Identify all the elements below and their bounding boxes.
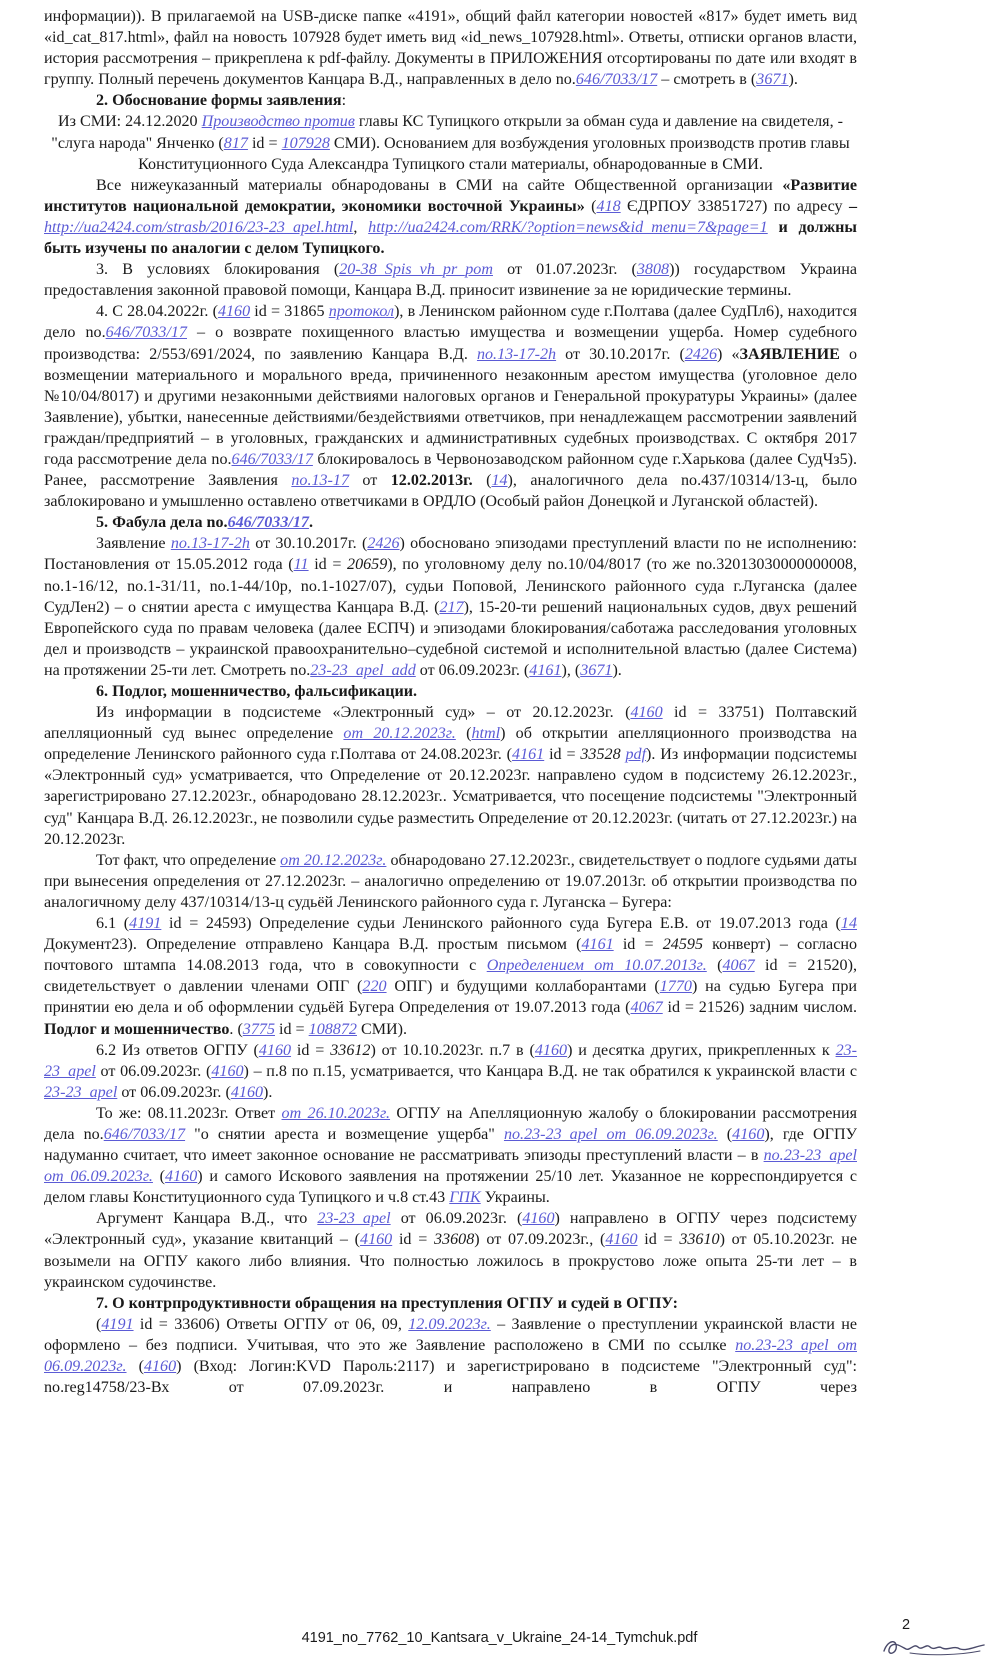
link-ref[interactable]: 4160 <box>534 1041 568 1059</box>
text: ЄДРПОУ 33851727) по адресу <box>620 197 849 215</box>
link-ref[interactable]: 2426 <box>684 345 717 363</box>
paragraph-6-2 <box>44 1040 857 1103</box>
link-ref[interactable]: 12.09.2023г. <box>408 1315 491 1333</box>
section-heading-5 <box>44 512 857 533</box>
text: 33608 <box>434 1231 475 1249</box>
link-protocol[interactable]: протокол <box>328 303 395 321</box>
text: Подлог и мошенничество <box>44 1020 230 1038</box>
link-ref[interactable]: 3671 <box>580 661 613 679</box>
link-ref[interactable]: 108872 <box>308 1020 357 1038</box>
text: главы КС Тупицкого открыли за обман суда и давление на свидетеля, - "слуга народа" Янченко ( <box>51 113 843 152</box>
text: ЗАЯВЛЕНИЕ <box>739 345 840 363</box>
text: ) от 05.10.2023г. не возымели на ОГПУ какого либо влияния. Что полностью ложилось в прокрустово ложе опыта 25-ти лет – в украинском судочинстве. <box>44 1231 857 1291</box>
text: 6.2 Из ответов ОГПУ ( <box>96 1041 259 1059</box>
text: id = <box>392 1231 435 1249</box>
link-ref[interactable]: 418 <box>596 197 621 215</box>
text: ( <box>126 1358 144 1375</box>
text: id = 21526) задним числом. <box>662 999 857 1017</box>
text: от <box>349 472 391 490</box>
link-case[interactable]: 646/7033/17 <box>227 514 309 532</box>
footer-filename: 4191_no_7762_10_Kantsara_v_Ukraine_24-14_Tymchuk.pdf <box>301 1630 698 1646</box>
org-name: «Развитие институтов национальной демократии, экономики восточной Украины» <box>44 176 857 215</box>
text: ) от 10.10.2023г. п.7 в ( <box>370 1041 535 1059</box>
text: – <box>848 197 857 215</box>
text: ). <box>788 71 798 89</box>
link-ref[interactable]: 4191 <box>129 915 162 933</box>
text: ) – п.8 по п.15, усматривается, что Канцара В.Д. не так обратился к украинской власти с <box>243 1062 857 1080</box>
text: id = 24593) Определение судьи Ленинского районного суда Бугера Е.В. от 19.07.2013 года ( <box>161 915 841 933</box>
text: от 30.10.2017г. ( <box>249 535 368 553</box>
text: id = <box>291 1041 331 1059</box>
link-ref[interactable]: 4160 <box>630 704 663 722</box>
link-ref[interactable]: 2426 <box>367 535 400 553</box>
text: Документ23). Определение отправлено Канцара В.Д. простым письмом ( <box>44 936 582 954</box>
link-ref[interactable]: 14 <box>491 472 508 490</box>
link-case[interactable]: 646/7033/17 <box>231 450 313 468</box>
text: )) государством Украина предоставления законной правовой помощи, Канцара В.Д. приносит извинение за не юридические термины. <box>44 261 857 300</box>
link-ref[interactable]: Определением от 10.07.2013г. <box>486 957 707 975</box>
text: 20659 <box>347 556 388 574</box>
text: конверт) – согласно почтового штампа 14.08.2013 года, что в совокупности с <box>44 936 858 975</box>
text: 33612 <box>330 1041 371 1059</box>
link-ref[interactable]: pdf <box>625 746 647 764</box>
text: ), в Ленинском районном суде г.Полтава (далее СудПл6), находится дело no. <box>44 303 857 342</box>
text: ), 15-20-ти решений национальных судов, двух решений Европейского суда по правам человека (далее ЕСПЧ) и эпизодами блокирования/саботажа расследования уголовных дел и производств – украинской правоохранительно–судебной системой и исполнительной властью (далее Система) на протяжении 25-ти лет. Смотреть no. <box>44 598 858 679</box>
text: ( <box>584 197 597 215</box>
page-number: 2 <box>902 1617 911 1633</box>
text: ) и самого Искового заявления на протяжении 25/10 лет. Указанное не корреспондируется с делом главы Конституционного суда Тупицкого и ч.8 ст.43 <box>44 1168 857 1207</box>
text: id = 33751) Полтавский апелляционный суд вынес определение <box>44 704 857 743</box>
text: – смотреть в ( <box>657 71 757 89</box>
link-ref[interactable]: 4160 <box>165 1168 198 1186</box>
text: СМИ). <box>356 1020 408 1038</box>
link-ref[interactable]: 11 <box>293 556 309 574</box>
heading-text: 7. О контрпродуктивности обращения на преступления ОГПУ и судей в ОГПУ: <box>96 1294 678 1312</box>
text: блокировалось в Червонозаводском районном суде г.Харькова (далее СудЧз5). Ранее, рассмотрение Заявления <box>44 450 857 490</box>
link-ref[interactable]: no.13-17 <box>291 472 350 490</box>
text: ). Из информации подсистемы «Электронный суд» усматривается, что Определение от 20.12.2023г. направлено судом в подсистему 26.12.2023г., зарегистрировано 27.12.2023г., обнародовано 28.12.2023г.. Усматривается, что посещение подсистемы "Электронный суд" Канцара В.Д. 26.12.2023г., не позволили судье разместить Определение от 20.12.2023г. (читать от 27.12.2023г.) на 20.12.2023г. <box>44 746 857 848</box>
link-url[interactable]: http://ua2424.com/strasb/2016/23-23_apel.html <box>44 218 354 236</box>
text: 3. В условиях блокирования ( <box>96 261 340 279</box>
text: id = 33606) Ответы ОГПУ от 06, 09, <box>133 1315 409 1333</box>
text: от 30.10.2017г. ( <box>556 345 685 363</box>
link-ref[interactable]: 217 <box>439 598 464 616</box>
link-ref[interactable]: 23-23_apel <box>317 1210 391 1228</box>
link-ref[interactable]: 4160 <box>230 1083 264 1101</box>
text: Тот факт, что определение <box>96 851 281 869</box>
link-ref[interactable]: 3671 <box>756 71 789 89</box>
text: Украины. <box>480 1189 550 1207</box>
text: 6.1 ( <box>96 915 130 933</box>
text: ), по уголовному делу no.10/04/8017 (то же no.32013030000000008, no.1-16/12, no.1-31/11, no.1-44/10р, no.1-1027/07), судьи Поповой, Ленинского районного суда г.Луганска (далее СудЛен2) – о снятии ареста с имущества Канцара В.Д. ( <box>44 556 858 616</box>
paragraph-6-1 <box>44 913 857 1040</box>
link-ref[interactable]: 4160 <box>211 1062 244 1080</box>
link-ref[interactable]: 4161 <box>529 661 562 679</box>
text: ) на судью Бугера при принятии ею дела и об оформлении судьёй Бугера Определения от 19.07.2013 года ( <box>44 978 857 1017</box>
link-ref[interactable]: no.23-23_apel от 06.09.2023г. <box>503 1125 718 1143</box>
text: ) (Вход: Логин:KVD Пароль:2117) и зарегистрировано в подсистеме "Электронный суд": no.reg14758/23-Вх от 07.09.2023г. и направлено в ОГПУ через <box>44 1358 857 1397</box>
link-ref[interactable]: ГПК <box>449 1189 481 1207</box>
link-ref[interactable]: 1770 <box>659 978 692 996</box>
text: от 06.09.2023г. ( <box>95 1062 212 1080</box>
link-ref[interactable]: no.23-23_apel от 06.09.2023г. <box>44 1336 857 1375</box>
text: id = <box>544 746 581 764</box>
text: Аргумент Канцара В.Д., что <box>96 1210 318 1228</box>
paragraph-media <box>44 111 857 174</box>
link-ref[interactable]: 4067 <box>722 957 755 975</box>
text: ОПГ) и будущими коллаборантами ( <box>386 978 660 996</box>
text: ) и десятка других, прикрепленных к <box>567 1041 836 1059</box>
link-ref[interactable]: 4161 <box>512 746 545 764</box>
text: 33610 <box>679 1231 720 1249</box>
paragraph-6-4 <box>44 1208 857 1292</box>
text: обнародовано 27.12.2023г., свидетельствует о подлоге судьями даты при вынесения определения от 27.12.2023г. – аналогично определению от 19.07.2013г. об открытии производства по аналогичному делу 437/10314/13-ц судьёй Ленинского районного суда г. Луганска – Бугера: <box>44 851 857 911</box>
text: . <box>308 514 313 532</box>
text: о возмещении материального и морального вреда, причиненного незаконным арестом имущества (уголовное дело №10/04/8017) и другими незаконными действиями налоговых органов и Генеральной прокуратуры Украины» (далее Заявление), убытки, нанесенные действиями/бездействиями ответчиков, при ненадлежащем рассмотрении заявлений граждан/предприятий – в уголовных, гражданских и административных судебных производствах. С октября 2017 года рассмотрение дела no. <box>44 345 857 468</box>
link-ref[interactable]: от 26.10.2023г. <box>281 1104 391 1122</box>
text: Из информации в подсистеме «Электронный суд» – от 20.12.2023г. ( <box>96 704 631 722</box>
text: 24595 <box>662 936 703 954</box>
link-ref[interactable]: 220 <box>362 978 387 996</box>
text: 4. С 28.04.2022г. ( <box>96 303 218 321</box>
paragraph-6-3 <box>44 1103 857 1208</box>
link-ref[interactable]: 3808 <box>636 261 670 279</box>
text: id = <box>274 1020 309 1038</box>
paragraph-5 <box>44 533 857 681</box>
link-ref[interactable]: 23-23_apel <box>44 1083 118 1101</box>
text: 12.02.2013г. <box>390 472 473 490</box>
text: СМИ). Основанием для возбуждения уголовных производств против главы Конституционного Суда Александра Тупицкого стали материалы, обнародованные в СМИ. <box>138 134 850 173</box>
text: ( <box>706 957 723 975</box>
text: – о возврате похищенного властью имущества и возмещении ущерба. Номер судебного производства: 2/553/691/2024, по заявлению Канцара В.Д. <box>44 324 857 363</box>
text: ) об открытии апелляционного производства на определение Ленинского районного суда г.Полтава от 24.08.2023г. ( <box>44 725 857 764</box>
text: и должны быть изучены по аналогии с делом Тупицкого. <box>44 218 857 258</box>
link-case[interactable]: 646/7033/17 <box>575 71 658 89</box>
text: : <box>341 92 347 110</box>
text: . ( <box>229 1020 243 1038</box>
paragraph-intro <box>44 6 857 90</box>
link-ref[interactable]: no.23-23_apel от 06.09.2023г. <box>44 1147 857 1186</box>
text: ( <box>717 1125 733 1143</box>
link-ref[interactable]: 23-23_apel <box>44 1041 858 1080</box>
link-ref[interactable]: 4160 <box>360 1231 393 1249</box>
link-ref[interactable]: 4160 <box>522 1210 555 1228</box>
signature-icon <box>880 1633 990 1659</box>
link-news-id[interactable]: 107928 <box>281 134 330 152</box>
text: от 06.09.2023г. ( <box>117 1083 231 1101</box>
text: ), где ОГПУ надуманно считает, что имеет законное основание не рассматривать эпизоды преступлений власти – в <box>44 1125 857 1165</box>
link-url[interactable]: http://ua2424.com/RRK/?option=news&id_menu=7&page=1 <box>368 218 768 236</box>
text: ), ( <box>561 661 581 679</box>
text: ) обосновано эпизодами преступлений власти по не исполнению: Постановления от 15.05.2012 года ( <box>44 535 858 574</box>
link-ref[interactable]: 4191 <box>101 1315 134 1333</box>
paragraph-3 <box>44 259 857 301</box>
text: от 06.09.2023г. ( <box>415 661 530 679</box>
link-ref[interactable]: no.13-17-2h <box>476 345 557 363</box>
link-article[interactable]: Производство против <box>201 113 355 131</box>
link-ref[interactable]: html <box>471 725 501 743</box>
text: ( <box>96 1315 102 1333</box>
text: id = 31865 <box>250 303 329 321</box>
text: Заявление <box>96 535 171 553</box>
link-ref[interactable]: от 20.12.2023г. <box>343 725 456 743</box>
link-ref[interactable]: 4160 <box>732 1125 765 1143</box>
section-heading-2 <box>44 90 857 111</box>
text: Все нижеуказанный материалы обнародованы в СМИ на сайте Общественной организации <box>96 176 783 194</box>
link-ref[interactable]: 20-38_Spis_vh_pr_pom <box>339 261 493 279</box>
section-heading-7 <box>44 1293 857 1314</box>
text: , <box>353 218 369 236</box>
text: ОГПУ на Апелляционную жалобу о блокировании рассмотрения дела no. <box>44 1104 857 1143</box>
paragraph-4 <box>44 301 857 512</box>
paragraph-7 <box>44 1314 857 1398</box>
link-case[interactable]: 646/7033/17 <box>105 324 187 342</box>
link-case[interactable]: 646/7033/17 <box>103 1125 186 1143</box>
text: "о снятии ареста и возмещение ущерба" <box>185 1125 504 1143</box>
text: ( <box>152 1168 166 1186</box>
link-ref[interactable]: 4160 <box>258 1041 292 1059</box>
text: ). <box>612 661 622 679</box>
heading-text: 5. Фабула дела no. <box>96 514 228 532</box>
text: ). <box>263 1083 273 1101</box>
link-ref[interactable]: 23-23_apel_add <box>310 661 416 679</box>
text: id = <box>247 134 282 152</box>
heading-text: 6. Подлог, мошенничество, фальсификации. <box>96 683 418 700</box>
link-ref[interactable]: от 20.12.2023г. <box>280 851 387 869</box>
text: ) « <box>717 345 740 363</box>
text: информации)). В прилагаемой на USB-диске папке «4191», общий файл категории новостей «817» будет иметь вид «id_cat_817.html», файл на новость 107928 будет иметь вид «id_news_107928.html». Ответы, отписки органов власти, история рассмотрения – прикреплена к pdf-файлу. Документы в ПРИЛОЖЕНИЯ отсортированы по дате или входят в группу. Полный перечень документов Канцара В.Д., направленных в дело no. <box>44 8 857 89</box>
link-ref[interactable]: 4160 <box>143 1358 177 1375</box>
paragraph-6b <box>44 850 857 913</box>
link-ref[interactable]: 4067 <box>630 999 663 1017</box>
text: id = <box>637 1231 680 1249</box>
text: от 01.07.2023г. ( <box>492 261 637 279</box>
heading-text: 2. Обоснование формы заявления <box>96 92 342 110</box>
text: id = <box>613 936 663 954</box>
link-ref[interactable]: 4160 <box>605 1231 638 1249</box>
link-ref[interactable]: no.13-17-2h <box>170 535 250 553</box>
link-ref[interactable]: 14 <box>840 915 858 933</box>
text: 33528 <box>580 746 621 764</box>
text: ) от 07.09.2023г., ( <box>474 1231 606 1249</box>
text: Из СМИ: 24.12.2020 <box>58 113 202 131</box>
link-ref[interactable]: 3775 <box>242 1020 275 1038</box>
text: от 06.09.2023г. ( <box>390 1210 523 1228</box>
text: id = <box>308 556 348 574</box>
text: id = 21520), свидетельствует о давлении членами ОПГ ( <box>44 957 857 996</box>
paragraph-6a <box>44 702 857 850</box>
text: ( <box>455 725 472 743</box>
link-ref[interactable]: 817 <box>223 134 248 152</box>
paragraph-materials <box>44 175 857 259</box>
section-heading-6 <box>44 681 857 702</box>
document-body <box>44 6 857 1398</box>
text: То же: 08.11.2023г. Ответ <box>96 1104 282 1122</box>
text: ), аналогичного дела no.437/10314/13-ц, было заблокировано и умышленно оставлено ответчиками в ОРДЛО (Особый район Донецкой и Луганской областей). <box>44 472 858 511</box>
text: ( <box>472 472 492 490</box>
link-ref[interactable]: 4160 <box>217 303 251 321</box>
link-ref[interactable]: 4161 <box>581 936 614 954</box>
text: ) направлено в ОГПУ через подсистему «Электронный суд», указание квитанций – ( <box>44 1210 857 1249</box>
text: – Заявление о преступлении украинской власти не оформлено – без подписи. Учитывая, что это же Заявление расположено в СМИ по ссылке <box>44 1315 857 1354</box>
